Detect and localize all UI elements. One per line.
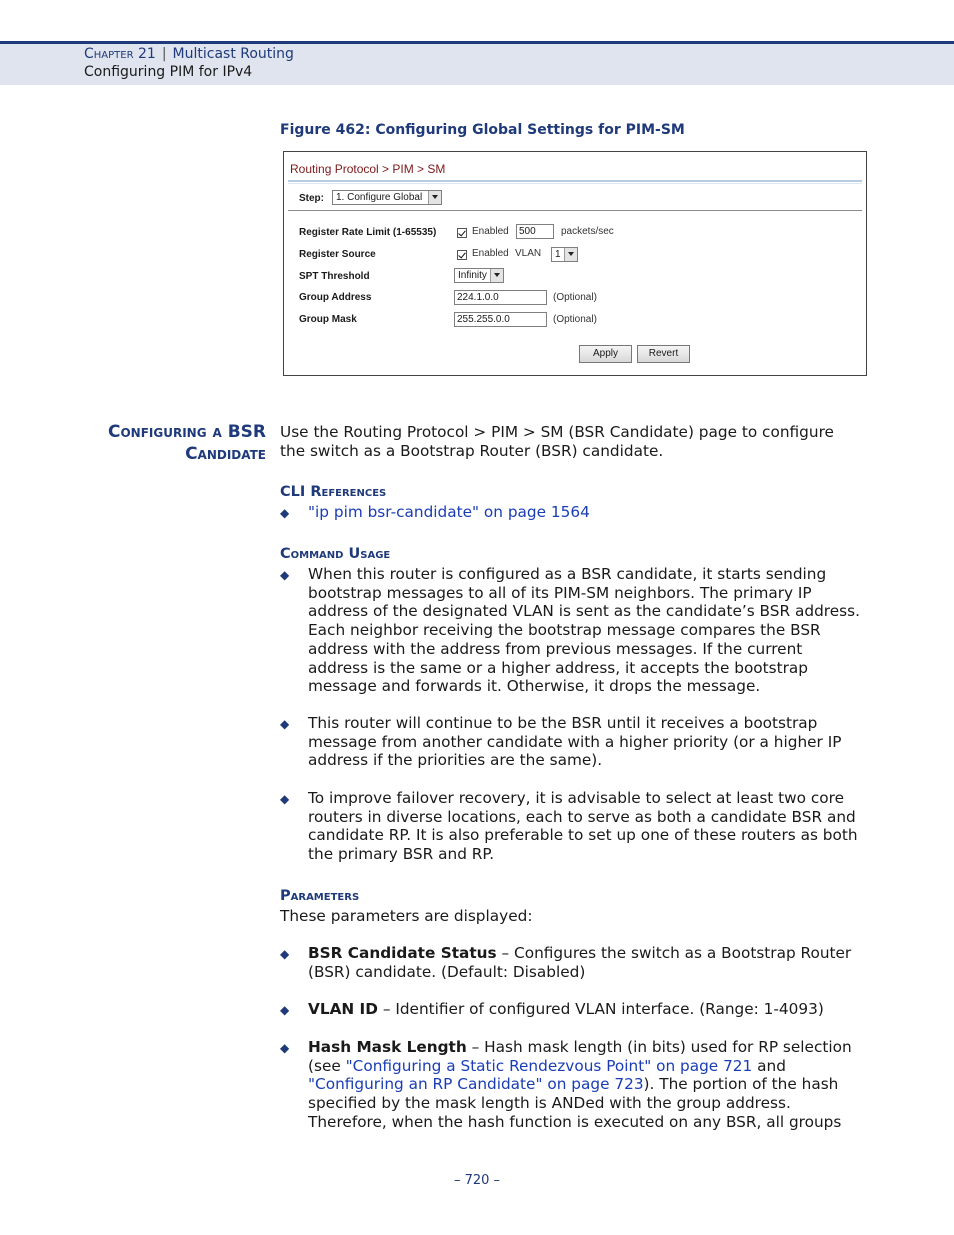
usage-line: address with the address from previous messages. If the current xyxy=(308,639,803,658)
diamond-bullet-icon: ◆ xyxy=(280,947,290,961)
usage-line: message from another candidate with a higher priority (or a higher IP xyxy=(308,732,842,751)
revert-button[interactable]: Revert xyxy=(637,345,690,363)
intro-line: Use the Routing Protocol > PIM > SM (BSR Candidate) page to configure xyxy=(280,423,834,441)
param-term: BSR Candidate Status xyxy=(308,944,497,962)
spt-threshold-value: Infinity xyxy=(458,270,487,281)
intro-paragraph xyxy=(280,423,834,460)
usage-line: candidate RP. It is also preferable to set up one of these routers as both xyxy=(308,826,858,845)
register-rate-limit-enabled-label: Enabled xyxy=(472,226,509,237)
usage-line: This router will continue to be the BSR until it receives a bootstrap xyxy=(308,714,818,732)
title-rule-light xyxy=(288,183,862,184)
section-label: Configuring PIM for IPv4 xyxy=(84,64,253,80)
chapter-label xyxy=(84,46,294,62)
param-desc: ). The portion of the hash xyxy=(643,1075,839,1094)
usage-line: address if the priorities are the same). xyxy=(308,751,603,770)
page-number: – 720 – xyxy=(453,1173,501,1188)
parameters-heading: Parameters xyxy=(280,888,360,904)
param-desc: – Identifier of configured VLAN interface. (Range: 1-4093) xyxy=(377,1000,824,1018)
section-heading-line2: Candidate xyxy=(185,444,266,464)
cli-references-heading: CLI References xyxy=(280,484,387,500)
diamond-bullet-icon: ◆ xyxy=(280,792,290,806)
diamond-bullet-icon: ◆ xyxy=(280,1041,290,1055)
usage-line: address is the same or a higher address, it accepts the bootstrap xyxy=(308,658,808,677)
param-desc-line: (BSR) candidate. (Default: Disabled) xyxy=(308,962,586,981)
usage-line: When this router is configured as a BSR candidate, it starts sending xyxy=(308,565,827,583)
step-select[interactable] xyxy=(332,190,442,205)
register-source-checkbox[interactable] xyxy=(457,250,467,260)
param-vlan-id xyxy=(308,1000,824,1019)
register-rate-limit-input[interactable]: 500 xyxy=(516,224,554,239)
parameters-intro: These parameters are displayed: xyxy=(280,907,533,925)
chapter-title: Multicast Routing xyxy=(172,46,294,62)
command-usage-heading: Command Usage xyxy=(280,546,391,562)
group-address-input[interactable]: 224.1.0.0 xyxy=(454,290,547,305)
group-mask-hint: (Optional) xyxy=(553,314,597,325)
usage-line: To improve failover recovery, it is advisable to select at least two core xyxy=(308,789,845,807)
group-mask-label: Group Mask xyxy=(299,314,357,325)
register-source-label: Register Source xyxy=(299,249,376,260)
register-source-enabled-label: Enabled xyxy=(472,248,509,259)
diamond-bullet-icon: ◆ xyxy=(280,568,290,582)
usage-bullet-2 xyxy=(308,714,841,770)
section-heading xyxy=(108,421,266,465)
step-rule xyxy=(288,210,862,211)
param-desc: – Hash mask length (in bits) used for RP selection xyxy=(466,1038,852,1056)
figure-screenshot xyxy=(283,151,867,376)
diamond-bullet-icon: ◆ xyxy=(280,1003,290,1017)
register-source-vlan-label: VLAN xyxy=(515,248,542,259)
register-rate-limit-unit: packets/sec xyxy=(561,226,614,237)
register-rate-limit-checkbox[interactable] xyxy=(457,228,467,238)
page-header xyxy=(0,0,954,85)
usage-bullet-3 xyxy=(308,789,858,864)
chevron-down-icon xyxy=(428,191,441,204)
usage-line: the primary BSR and RP. xyxy=(308,845,495,864)
diamond-bullet-icon: ◆ xyxy=(280,506,290,520)
group-address-label: Group Address xyxy=(299,292,372,303)
step-label: Step: xyxy=(299,193,324,204)
chevron-down-icon xyxy=(490,269,503,282)
usage-line: message and forwards it. Otherwise, it drops the message. xyxy=(308,677,761,696)
param-hash-mask-length xyxy=(308,1038,852,1132)
static-rp-link[interactable]: "Configuring a Static Rendezvous Point" on page 721 xyxy=(345,1056,753,1075)
param-desc: (see xyxy=(308,1056,346,1075)
rp-candidate-link[interactable]: "Configuring an RP Candidate" on page 723 xyxy=(308,1075,644,1094)
figure-caption: Figure 462: Configuring Global Settings for PIM-SM xyxy=(280,122,685,138)
group-mask-input[interactable]: 255.255.0.0 xyxy=(454,312,547,327)
usage-line: bootstrap messages to all of its PIM-SM neighbors. The primary IP xyxy=(308,583,812,602)
param-bsr-candidate-status xyxy=(308,944,851,981)
param-desc-line: Therefore, when the hash function is executed on any BSR, all groups xyxy=(308,1112,842,1131)
param-desc-line: specified by the mask length is ANDed with the group address. xyxy=(308,1094,791,1113)
chevron-down-icon xyxy=(564,248,577,261)
vlan-select-value: 1 xyxy=(555,249,561,260)
spt-threshold-label: SPT Threshold xyxy=(299,271,370,282)
group-address-hint: (Optional) xyxy=(553,292,597,303)
intro-line: the switch as a Bootstrap Router (BSR) candidate. xyxy=(280,441,664,460)
screenshot-title: Routing Protocol > PIM > SM xyxy=(290,162,446,176)
usage-bullet-1 xyxy=(308,565,860,696)
usage-line: routers in diverse locations, each to serve as both a candidate BSR and xyxy=(308,807,856,826)
register-rate-limit-label: Register Rate Limit (1-65535) xyxy=(299,227,437,238)
usage-line: address of the designated VLAN is sent as the candidate’s BSR address. xyxy=(308,602,860,621)
spt-threshold-select[interactable] xyxy=(454,268,504,283)
section-heading-line1: Configuring a BSR xyxy=(108,422,266,442)
apply-button[interactable]: Apply xyxy=(579,345,632,363)
diamond-bullet-icon: ◆ xyxy=(280,717,290,731)
title-rule xyxy=(288,180,862,182)
param-term: VLAN ID xyxy=(308,1000,378,1018)
param-desc: – Configures the switch as a Bootstrap Router xyxy=(496,944,852,962)
chapter-separator: | xyxy=(161,46,167,62)
cli-link[interactable]: "ip pim bsr-candidate" on page 1564 xyxy=(308,503,590,521)
param-term: Hash Mask Length xyxy=(308,1038,467,1056)
vlan-select[interactable] xyxy=(551,247,578,262)
chapter-number: Chapter 21 xyxy=(84,46,156,62)
param-desc: and xyxy=(752,1056,786,1075)
step-select-value: 1. Configure Global xyxy=(336,192,423,203)
usage-line: Each neighbor receiving the bootstrap message compares the BSR xyxy=(308,621,821,640)
